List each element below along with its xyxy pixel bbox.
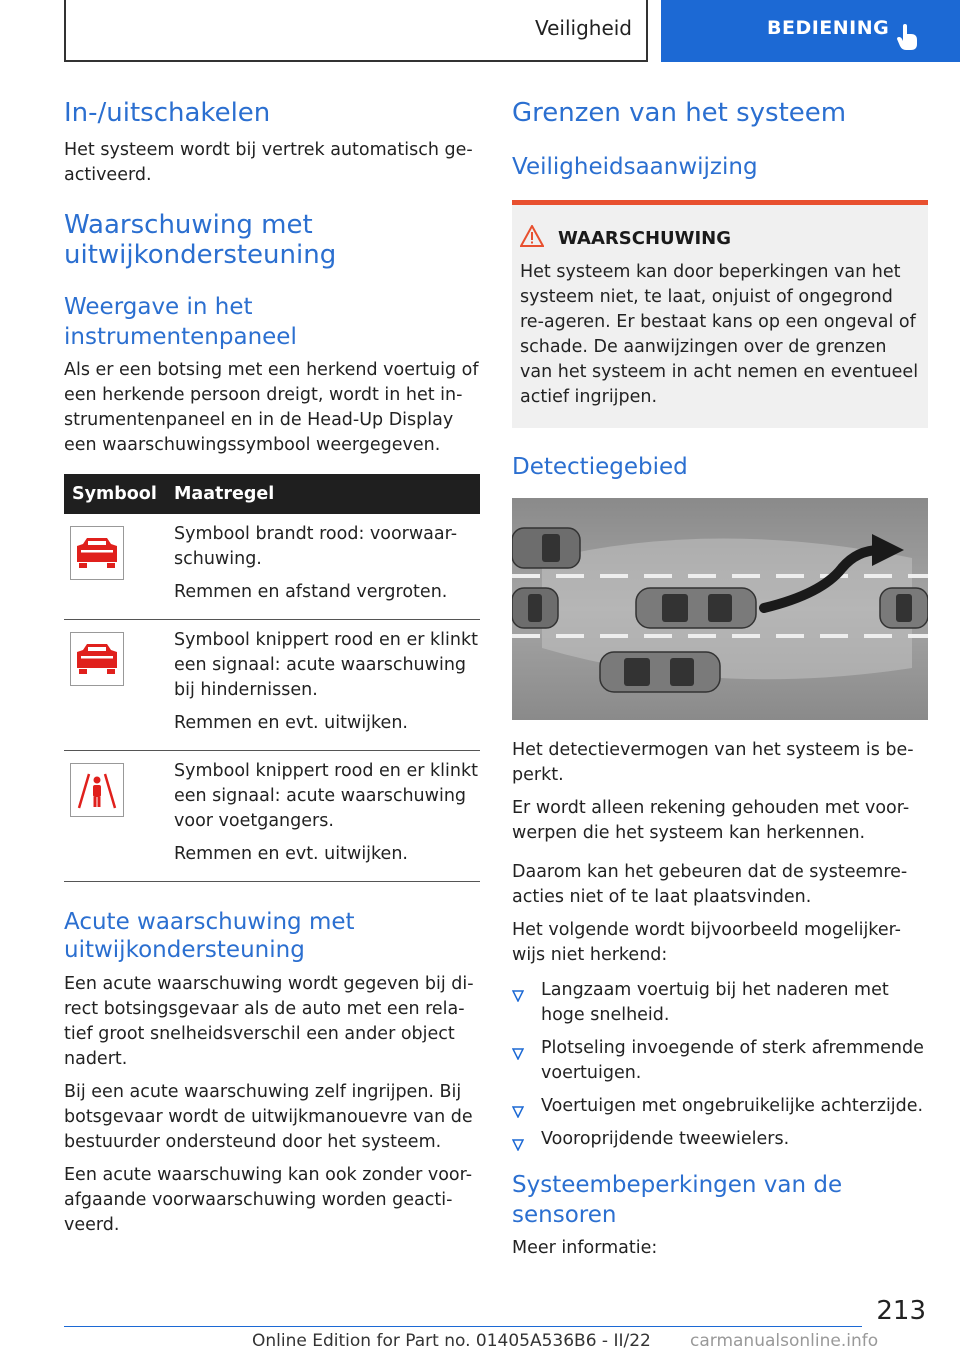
row-text: Symbool knippert rood en er klinkt een signaal: acute waarschuwing bij hindernissen. — [174, 630, 478, 700]
list-item-text: Plotseling invoegende of sterk afremmende voertuigen. — [541, 1038, 924, 1083]
triangle-bullet-icon — [512, 1043, 524, 1068]
row-action: Remmen en afstand vergroten. — [174, 582, 448, 602]
heading-detectiegebied: Detectiegebied — [512, 454, 688, 480]
car-icon — [512, 588, 558, 628]
list-item — [512, 1094, 928, 1119]
heading-weergave: Weergave in het instrumentenpaneel — [64, 294, 297, 350]
para-detectie-3: Daarom kan het gebeuren dat de systeemre-acties niet of te laat plaatsvinden. — [512, 862, 908, 907]
heading-sensoren: Systeembeperkingen van de sensoren — [512, 1172, 843, 1228]
triangle-bullet-icon — [512, 1101, 524, 1126]
car-icon — [512, 528, 580, 568]
triangle-bullet-icon — [512, 985, 524, 1010]
car-icon — [636, 588, 756, 628]
list-item-text: Vooroprijdende tweewielers. — [541, 1129, 790, 1149]
red-car-warning-icon — [70, 632, 124, 686]
para-in-uitschakelen: Het systeem wordt bij vertrek automatisch ge-activeerd. — [64, 140, 473, 185]
list-item — [512, 1036, 928, 1086]
chapter-label: BEDIENING — [767, 17, 890, 39]
warning-text: Het systeem kan door beperkingen van het systeem niet, te laat, onjuist of ongegrond re-ageren. Er bestaat kans op een ongeval of schade. De aanwijzingen over de grenzen van het systeem in acht nemen en eventueel actief ingrijpen. — [520, 262, 919, 407]
not-detected-list — [512, 978, 928, 1152]
edition-text: Online Edition for Part no. 01405A536B6 - II/22 — [252, 1331, 651, 1351]
watermark: carmanualsonline.info — [690, 1331, 879, 1351]
row-action: Remmen en evt. uitwijken. — [174, 844, 408, 864]
heading-grenzen: Grenzen van het systeem — [512, 98, 847, 128]
para-acute-1: Een acute waarschuwing wordt gegeven bij di-rect botsingsgevaar als de auto met een rela-tief groot snelheidsverschil een ander object nadert. — [64, 974, 474, 1069]
row-text: Symbool brandt rood: voorwaar-schuwing. — [174, 524, 458, 569]
para-detectie-1: Het detectievermogen van het systeem is be-perkt. — [512, 740, 914, 785]
list-item-text: Langzaam voertuig bij het naderen met hoge snelheid. — [541, 980, 889, 1025]
table-row — [64, 751, 480, 882]
para-detectie-4: Het volgende wordt bijvoorbeeld mogelijker-wijs niet herkend: — [512, 920, 901, 965]
table-row — [64, 620, 480, 751]
warning-triangle-icon — [520, 225, 544, 252]
list-item — [512, 1127, 928, 1152]
row-action: Remmen en evt. uitwijken. — [174, 713, 408, 733]
red-car-warning-icon — [70, 526, 124, 580]
triangle-bullet-icon — [512, 1134, 524, 1159]
table-row — [64, 514, 480, 620]
heading-acute: Acute waarschuwing met uitwijkondersteuning — [64, 909, 355, 963]
list-item-text: Voertuigen met ongebruikelijke achterzijde. — [541, 1096, 924, 1116]
chapter-tab[interactable] — [661, 0, 960, 62]
header-section-box — [64, 0, 648, 62]
para-acute-2: Bij een acute waarschuwing zelf ingrijpen. Bij botsgevaar wordt de uitwijkmanouevre van de bestuurder ondersteund door het systeem. — [64, 1082, 473, 1152]
car-icon — [880, 588, 928, 628]
para-acute-3: Een acute waarschuwing kan ook zonder voor-afgaande voorwaarschuwing worden geacti-veerd. — [64, 1165, 473, 1235]
car-icon — [600, 652, 720, 692]
list-item — [512, 978, 928, 1028]
symbol-table — [64, 474, 480, 882]
para-detectie-2: Er wordt alleen rekening gehouden met voor-werpen die het systeem kan herkennen. — [512, 798, 910, 843]
para-sensoren: Meer informatie: — [512, 1238, 658, 1258]
row-text: Symbool knippert rood en er klinkt een signaal: acute waarschuwing voor voetgangers. — [174, 761, 478, 831]
footer-divider — [64, 1326, 862, 1327]
section-title: Veiligheid — [534, 16, 632, 40]
pointing-hand-icon — [897, 24, 919, 54]
heading-waarschuwing: Waarschuwing met uitwijkondersteuning — [64, 210, 337, 270]
warning-box — [512, 200, 928, 428]
table-header-symbool: Symbool — [64, 474, 166, 514]
page-number: 213 — [876, 1296, 926, 1326]
para-weergave: Als er een botsing met een herkend voertuig of een herkende persoon dreigt, wordt in het in-strumentenpaneel en in de Head-Up Display een waarschuwingssymbool weergegeven. — [64, 360, 479, 455]
warning-title: WAARSCHUWING — [558, 228, 732, 249]
heading-veiligheid: Veiligheidsaanwijzing — [512, 154, 758, 180]
table-header-maatregel: Maatregel — [166, 474, 480, 514]
heading-in-uitschakelen: In-/uitschakelen — [64, 98, 271, 128]
pedestrian-warning-icon — [70, 763, 124, 817]
detection-area-illustration — [512, 498, 928, 724]
